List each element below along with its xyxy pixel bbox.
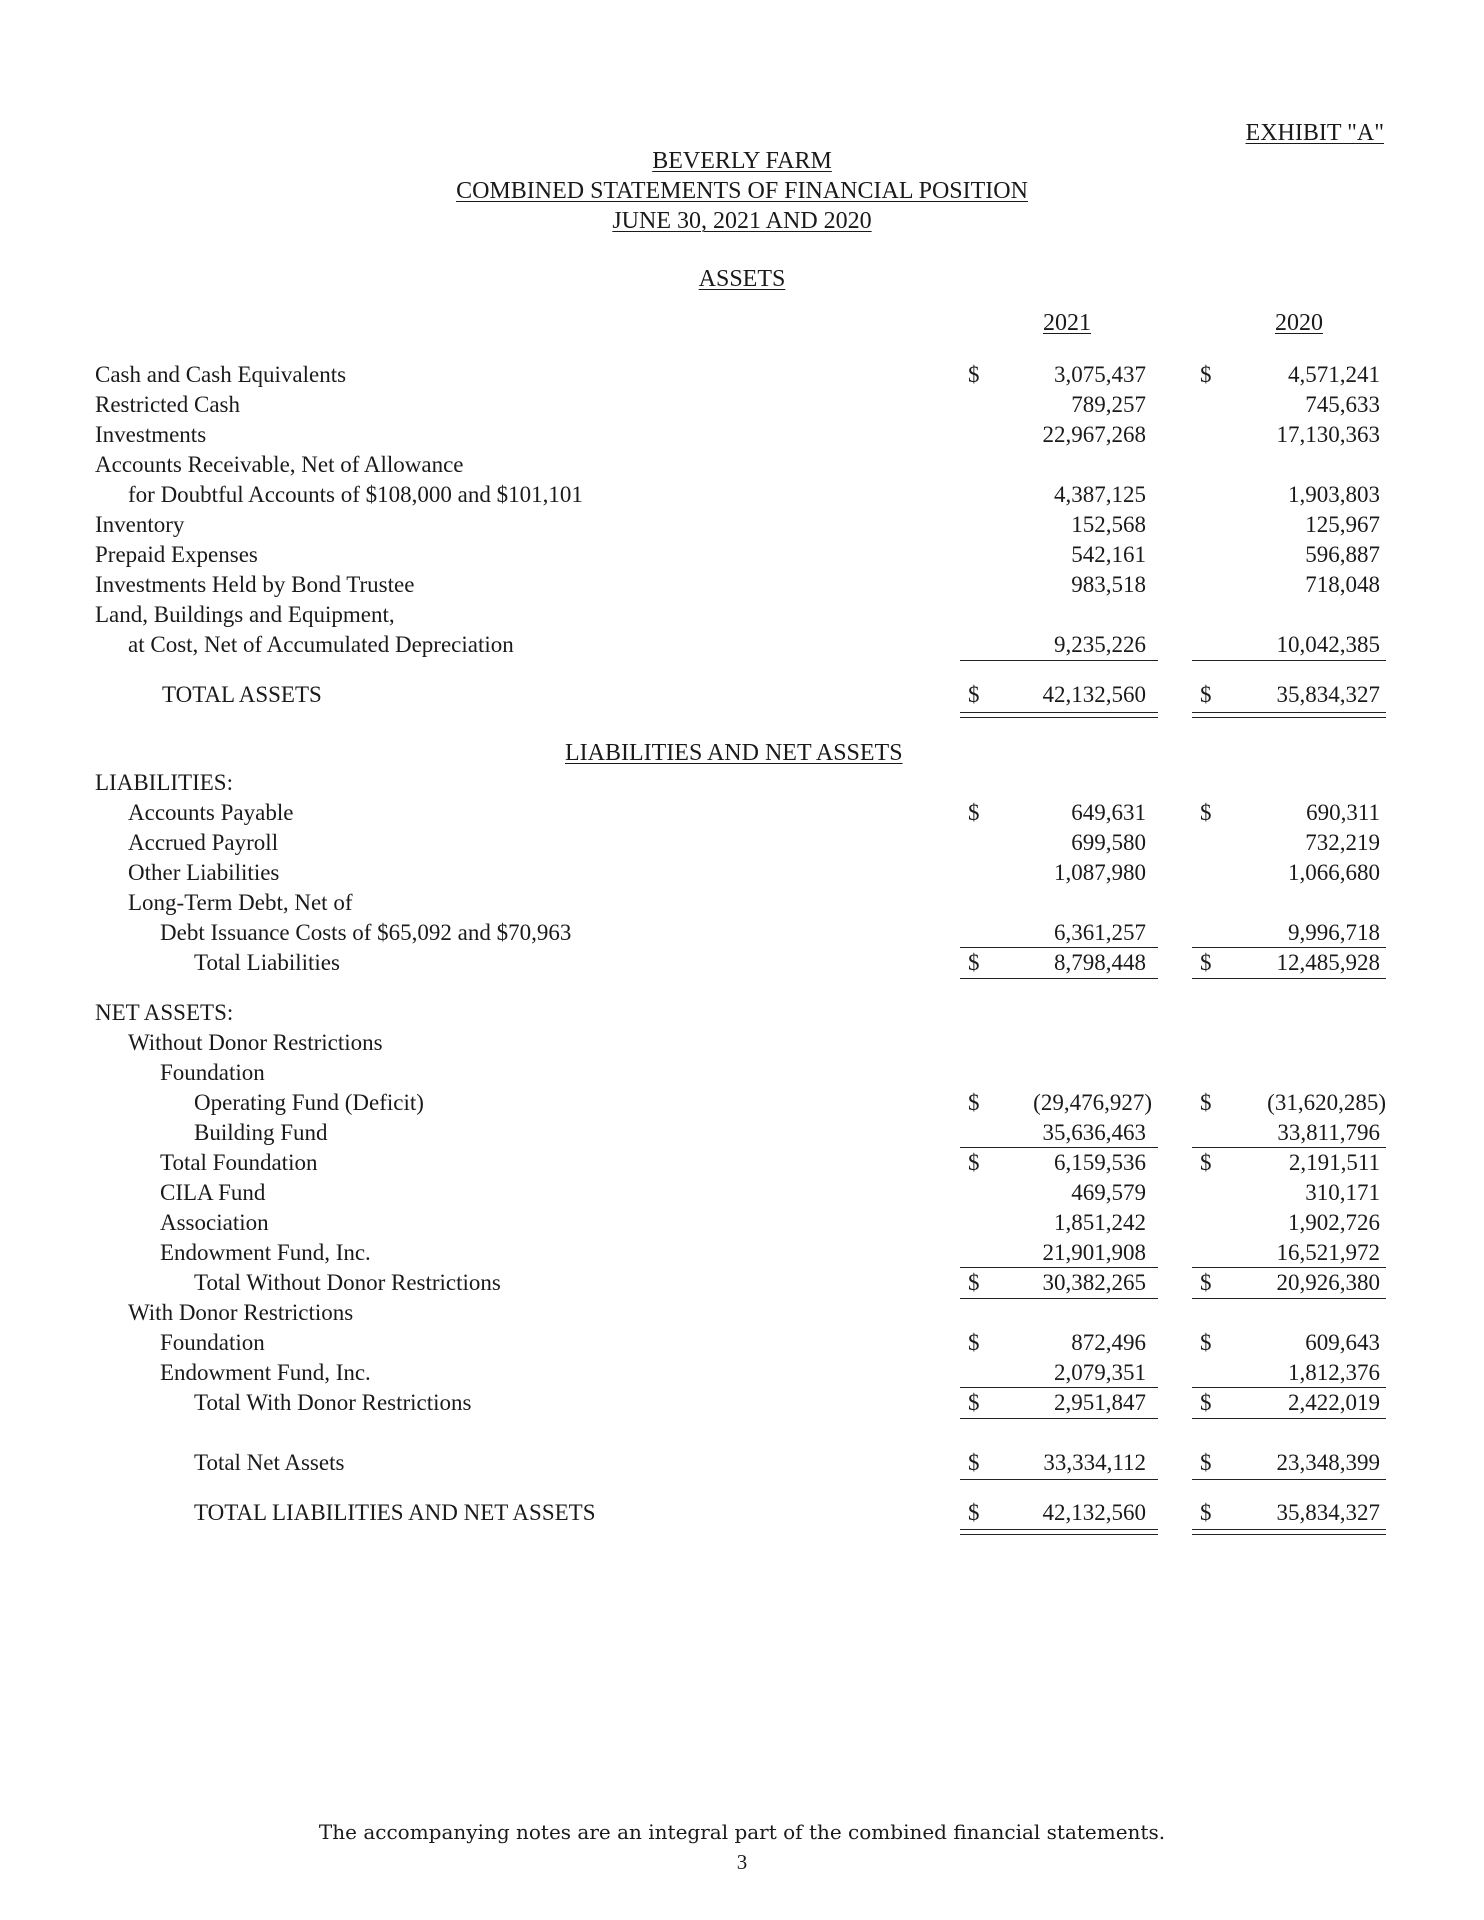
dollar-sign: $ — [1200, 1500, 1212, 1525]
row-label: Investments — [95, 422, 207, 447]
row-label: Total Net Assets — [194, 1450, 345, 1475]
row-label: LIABILITIES: — [95, 770, 233, 795]
row-label: CILA Fund — [160, 1180, 266, 1205]
net-row-cila — [0, 1178, 1484, 1208]
row-label: Foundation — [160, 1060, 265, 1085]
liab-row-other — [0, 858, 1484, 888]
row-label: Total Liabilities — [194, 950, 340, 975]
row-label: Land, Buildings and Equipment, — [95, 602, 395, 627]
asset-row-ar — [0, 480, 1484, 510]
footer-note: The accompanying notes are an integral part of the combined financial statements. — [318, 1820, 1166, 1844]
dollar-sign: $ — [968, 682, 980, 707]
net-row-operating — [0, 1088, 1484, 1118]
total-rule — [1192, 1529, 1386, 1530]
row-label: Other Liabilities — [128, 860, 280, 885]
total-rule — [1192, 1534, 1386, 1535]
row-label: Accounts Receivable, Net of Allowance — [95, 452, 464, 477]
assets-heading: ASSETS — [698, 266, 786, 292]
asset-row-ar-label — [0, 450, 1484, 480]
row-label: Operating Fund (Deficit) — [194, 1090, 424, 1115]
row-label: Total Without Donor Restrictions — [194, 1270, 501, 1295]
dollar-sign: $ — [968, 950, 980, 975]
value-2021: 3,075,437 — [1054, 362, 1146, 387]
value-2020: 23,348,399 — [1276, 1450, 1380, 1475]
value-2021: 30,382,265 — [1042, 1270, 1146, 1295]
value-2021: 789,257 — [1071, 392, 1146, 417]
dollar-sign: $ — [968, 1330, 980, 1355]
value-2021: 35,636,463 — [1042, 1120, 1146, 1145]
total-rule — [1192, 978, 1386, 979]
net-row-grand-total — [0, 1498, 1484, 1528]
value-2021: 42,132,560 — [1042, 682, 1146, 707]
value-2020: 12,485,928 — [1276, 950, 1380, 975]
value-2021: 1,851,242 — [1054, 1210, 1146, 1235]
asset-row-restricted-cash — [0, 390, 1484, 420]
value-2021: 542,161 — [1071, 542, 1146, 567]
value-2020: 2,422,019 — [1288, 1390, 1380, 1415]
value-2021: 22,967,268 — [1042, 422, 1146, 447]
value-2021: 872,496 — [1071, 1330, 1146, 1355]
row-label: Foundation — [160, 1330, 265, 1355]
subtotal-rule — [1192, 660, 1386, 661]
row-label: With Donor Restrictions — [128, 1300, 354, 1325]
value-2020: 1,812,376 — [1288, 1360, 1380, 1385]
row-label: Accounts Payable — [128, 800, 294, 825]
page-number: 3 — [736, 1850, 748, 1874]
value-2020: 1,066,680 — [1288, 860, 1380, 885]
dollar-sign: $ — [968, 362, 980, 387]
value-2021: 2,951,847 — [1054, 1390, 1146, 1415]
row-label: for Doubtful Accounts of $108,000 and $101,101 — [128, 482, 583, 507]
total-rule — [1192, 717, 1386, 718]
row-label: Inventory — [95, 512, 185, 537]
asset-row-inventory — [0, 510, 1484, 540]
net-row-endowment-without — [0, 1238, 1484, 1268]
dollar-sign: $ — [1200, 800, 1212, 825]
dollar-sign: $ — [968, 1450, 980, 1475]
asset-row-land-label — [0, 600, 1484, 630]
total-rule — [1192, 1479, 1386, 1480]
value-2020: 4,571,241 — [1288, 362, 1380, 387]
value-2021: (29,476,927) — [1033, 1090, 1152, 1115]
value-2020: 1,903,803 — [1288, 482, 1380, 507]
value-2021: 469,579 — [1071, 1180, 1146, 1205]
value-2020: 125,967 — [1305, 512, 1380, 537]
value-2020: 16,521,972 — [1276, 1240, 1380, 1265]
value-2021: 42,132,560 — [1042, 1500, 1146, 1525]
statement-title: COMBINED STATEMENTS OF FINANCIAL POSITION — [456, 178, 1028, 204]
row-label: Endowment Fund, Inc. — [160, 1240, 371, 1265]
value-2021: 6,159,536 — [1054, 1150, 1146, 1175]
value-2020: 9,996,718 — [1288, 920, 1380, 945]
net-row-total-net — [0, 1448, 1484, 1478]
value-2020: 690,311 — [1306, 800, 1380, 825]
total-rule — [960, 717, 1158, 718]
asset-row-prepaid — [0, 540, 1484, 570]
value-2021: 8,798,448 — [1054, 950, 1146, 975]
row-label: Total Foundation — [160, 1150, 318, 1175]
exhibit-label: EXHIBIT "A" — [1245, 120, 1384, 146]
liab-row-ltd — [0, 918, 1484, 948]
liab-row-ap — [0, 798, 1484, 828]
net-row-building — [0, 1118, 1484, 1148]
total-rule — [960, 1479, 1158, 1480]
dollar-sign: $ — [968, 1390, 980, 1415]
total-rule — [960, 712, 1158, 713]
year-2020: 2020 — [1275, 310, 1323, 336]
row-label: Restricted Cash — [95, 392, 240, 417]
total-rule — [1192, 712, 1386, 713]
value-2021: 983,518 — [1071, 572, 1146, 597]
value-2020: 732,219 — [1305, 830, 1380, 855]
total-rule — [960, 978, 1158, 979]
value-2020: 17,130,363 — [1276, 422, 1380, 447]
total-rule — [960, 1529, 1158, 1530]
value-2020: 745,633 — [1305, 392, 1380, 417]
foundation-heading-row — [0, 1058, 1484, 1088]
statement-date: JUNE 30, 2021 AND 2020 — [612, 208, 872, 234]
row-label: TOTAL LIABILITIES AND NET ASSETS — [194, 1500, 596, 1525]
net-row-association — [0, 1208, 1484, 1238]
value-2021: 9,235,226 — [1054, 632, 1146, 657]
dollar-sign: $ — [968, 1270, 980, 1295]
row-label: Cash and Cash Equivalents — [95, 362, 347, 387]
row-label: Investments Held by Bond Trustee — [95, 572, 415, 597]
row-label: NET ASSETS: — [95, 1000, 234, 1025]
net-row-total-foundation — [0, 1148, 1484, 1178]
value-2021: 699,580 — [1071, 830, 1146, 855]
value-2020: 2,191,511 — [1288, 1150, 1380, 1175]
row-label: Debt Issuance Costs of $65,092 and $70,963 — [160, 920, 572, 945]
value-2020: 20,926,380 — [1276, 1270, 1380, 1295]
net-row-foundation-with — [0, 1328, 1484, 1358]
dollar-sign: $ — [1200, 362, 1212, 387]
value-2020: (31,620,285) — [1267, 1090, 1386, 1115]
asset-row-investments — [0, 420, 1484, 450]
total-rule — [960, 1534, 1158, 1535]
net-assets-heading-row — [0, 998, 1484, 1028]
value-2021: 1,087,980 — [1054, 860, 1146, 885]
row-label: Endowment Fund, Inc. — [160, 1360, 371, 1385]
total-rule — [1192, 1418, 1386, 1419]
liabilities-heading: LIABILITIES AND NET ASSETS — [565, 740, 903, 766]
dollar-sign: $ — [1200, 1450, 1212, 1475]
row-label: Long-Term Debt, Net of — [128, 890, 353, 915]
dollar-sign: $ — [1200, 1270, 1212, 1295]
dollar-sign: $ — [1200, 1330, 1212, 1355]
value-2020: 35,834,327 — [1276, 1500, 1380, 1525]
org-name: BEVERLY FARM — [652, 148, 832, 174]
asset-row-bond-trustee — [0, 570, 1484, 600]
row-label: Prepaid Expenses — [95, 542, 258, 567]
value-2020: 1,902,726 — [1288, 1210, 1380, 1235]
value-2021: 4,387,125 — [1054, 482, 1146, 507]
dollar-sign: $ — [1200, 1090, 1212, 1115]
year-2021: 2021 — [1043, 310, 1091, 336]
value-2020: 596,887 — [1305, 542, 1380, 567]
value-2021: 152,568 — [1071, 512, 1146, 537]
row-label: Building Fund — [194, 1120, 328, 1145]
value-2021: 2,079,351 — [1054, 1360, 1146, 1385]
value-2020: 35,834,327 — [1276, 682, 1380, 707]
row-label: Without Donor Restrictions — [128, 1030, 383, 1055]
asset-row-total — [0, 680, 1484, 710]
liab-row-total — [0, 948, 1484, 978]
liab-heading-row — [0, 768, 1484, 798]
liab-row-ltd-label — [0, 888, 1484, 918]
value-2021: 21,901,908 — [1042, 1240, 1146, 1265]
without-restrictions-heading-row — [0, 1028, 1484, 1058]
dollar-sign: $ — [968, 1500, 980, 1525]
dollar-sign: $ — [1200, 1150, 1212, 1175]
value-2020: 609,643 — [1305, 1330, 1380, 1355]
dollar-sign: $ — [1200, 682, 1212, 707]
row-label: Total With Donor Restrictions — [194, 1390, 472, 1415]
dollar-sign: $ — [1200, 950, 1212, 975]
net-row-total-without — [0, 1268, 1484, 1298]
asset-row-land — [0, 630, 1484, 660]
dollar-sign: $ — [968, 800, 980, 825]
value-2020: 718,048 — [1305, 572, 1380, 597]
net-row-total-with — [0, 1388, 1484, 1418]
with-restrictions-heading-row — [0, 1298, 1484, 1328]
value-2020: 310,171 — [1305, 1180, 1380, 1205]
net-row-endowment-with — [0, 1358, 1484, 1388]
dollar-sign: $ — [968, 1150, 980, 1175]
asset-row-cash — [0, 360, 1484, 390]
dollar-sign: $ — [1200, 1390, 1212, 1415]
row-label: TOTAL ASSETS — [162, 682, 322, 707]
row-label: Association — [160, 1210, 269, 1235]
liab-row-payroll — [0, 828, 1484, 858]
value-2020: 10,042,385 — [1276, 632, 1380, 657]
value-2021: 33,334,112 — [1043, 1450, 1146, 1475]
dollar-sign: $ — [968, 1090, 980, 1115]
value-2020: 33,811,796 — [1277, 1120, 1380, 1145]
row-label: Accrued Payroll — [128, 830, 279, 855]
value-2021: 649,631 — [1071, 800, 1146, 825]
row-label: at Cost, Net of Accumulated Depreciation — [128, 632, 514, 657]
total-rule — [960, 1418, 1158, 1419]
value-2021: 6,361,257 — [1054, 920, 1146, 945]
subtotal-rule — [960, 660, 1158, 661]
